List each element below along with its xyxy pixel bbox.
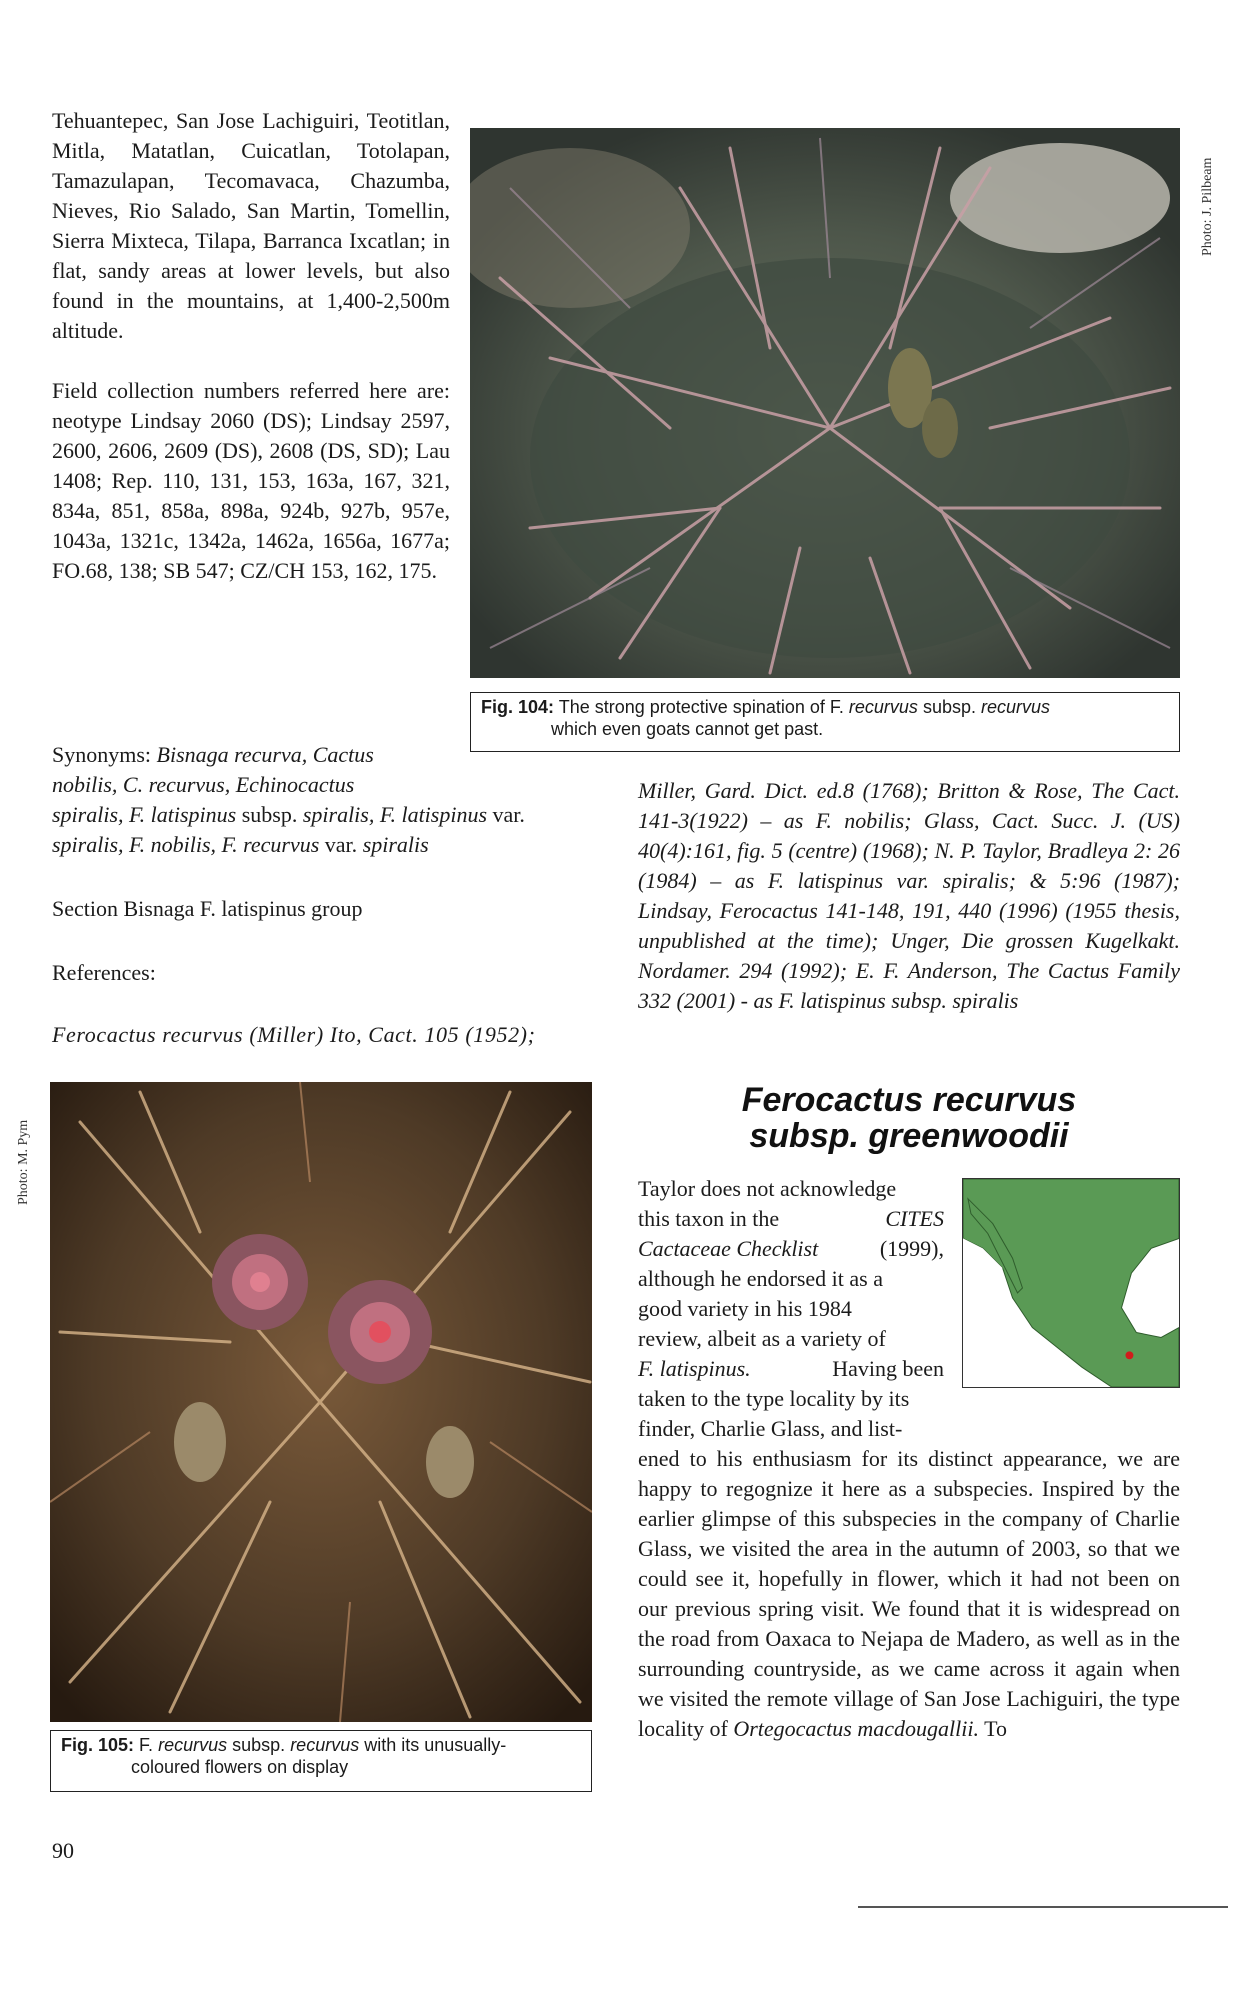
page-number: 90: [52, 1838, 74, 1863]
gw-line2: this taxon in the: [638, 1206, 780, 1231]
fig104-text-d: recurvus: [981, 697, 1051, 717]
reference-left: Ferocactus recurvus (Miller) Ito, Cact. 105 (1952);: [52, 1022, 536, 1047]
fig104-line2: which even goats cannot get past.: [551, 719, 824, 739]
gw-line3: (1999),: [879, 1236, 944, 1261]
locality-dot: [1125, 1351, 1133, 1359]
gw-line3-it: Cactaceae Checklist: [638, 1236, 819, 1261]
gw-line5: good variety in his 1984: [638, 1296, 852, 1321]
fig105-photo: [50, 1082, 592, 1722]
synonyms-line1: Bisnaga recurva, Cactus: [156, 742, 374, 767]
fig105-caption: [50, 1730, 592, 1792]
footer-rule: [858, 1906, 1228, 1908]
fig104-caption: [470, 692, 1180, 752]
fig104-credit: Photo: J. Pilbeam: [1200, 157, 1215, 256]
synonyms-line4a: spiralis, F. nobilis, F. recurvus: [52, 832, 320, 857]
gw-body-end: To: [984, 1716, 1007, 1741]
fig105-text-b: recurvus: [158, 1735, 228, 1755]
gw-line8: taken to the type locality by its: [638, 1386, 910, 1411]
fig105-label: Fig. 105:: [61, 1735, 135, 1755]
gw-line9: finder, Charlie Glass, and list-: [638, 1416, 903, 1441]
cactus-spines-image: [470, 128, 1180, 678]
references-label: References:: [52, 960, 156, 985]
fig104-text-a: The strong protective spination of F.: [558, 697, 844, 717]
fig105-line2: coloured flowers on display: [131, 1757, 349, 1777]
reference-right: Miller, Gard. Dict. ed.8 (1768); Britton & Rose, The Cact. 141-3(1922) – as F. nobilis; Glass, Cact. Succ. J. (US) 40(4):161, fig. 5 (centre) (1968); N. P. Taylor, Bradleya 2: 26 (1984) – as F. latispinus var. spiralis; & 5:96 (1987); Lindsay, Ferocactus 141-148, 191, 440 (1996) (1955 thesis, unpublished at the time); Unger, Die grossen Kugelkakt. Nordamer. 294 (1992); E. F. Anderson, The Cactus Family 332 (2001) - as F. latispinus subsp. spiralis: [638, 778, 1180, 1013]
synonyms-block: [52, 740, 592, 860]
section-line: Section Bisnaga F. latispinus group: [52, 896, 363, 921]
gw-line4: although he endorsed it as a: [638, 1266, 883, 1291]
section-title-line2: subsp. greenwoodii: [749, 1117, 1069, 1155]
gw-body-species: Ortegocactus macdougallii.: [733, 1716, 979, 1741]
synonyms-line3c: spiralis, F. latispinus: [302, 802, 488, 827]
left-top-text: [52, 106, 450, 616]
gw-line7: Having been: [832, 1356, 944, 1381]
synonyms-line4c: spiralis: [362, 832, 429, 857]
distribution-map: [962, 1178, 1180, 1388]
greenwoodii-text-wide: [638, 1444, 1180, 1744]
fig104-label: Fig. 104:: [481, 697, 555, 717]
fig105-text-e: with its unusually-: [364, 1735, 507, 1755]
synonyms-line3b: subsp.: [241, 802, 298, 827]
cactus-flowers-image: [50, 1082, 592, 1722]
field-numbers-paragraph: Field collection numbers referred here are: neotype Lindsay 2060 (DS); Lindsay 2597, 2600, 2606, 2609 (DS), 2608 (DS, SD); Lau 1408; Rep. 110, 131, 153, 163a, 167, 321, 834a, 851, 858a, 898a, 924b, 927b, 957e, 1043a, 1321c, 1342a, 1462a, 1656a, 1677a; FO.68, 138; SB 547; CZ/CH 153, 162, 175.: [52, 378, 450, 583]
gw-line1: Taylor does not acknowledge: [638, 1176, 897, 1201]
fig104-photo: [470, 128, 1180, 678]
fig105-text-d: recurvus: [290, 1735, 360, 1755]
gw-body: ened to his enthusiasm for its distinct appearance, we are happy to regognize it here as a subspecies. Inspired by the earlier glimpse of this subspecies in the company of Charlie Glass, we visited the area in the autumn of 2003, so that we could see it, hopefully in flower, which it had not been on our previous spring visit. We found that it is widespread on the road from Oaxaca to Nejapa de Madero, as well as in the surrounding countryside, as we came across it again when we visited the remote village of San Jose Lachiguiri, the type locality of: [638, 1446, 1180, 1741]
synonyms-label: Synonyms:: [52, 742, 152, 767]
fig105-text-a: F.: [139, 1735, 154, 1755]
synonyms-line3d: var.: [492, 802, 525, 827]
section-title: [638, 1082, 1180, 1154]
synonyms-line2: nobilis, C. recurvus, Echinocactus: [52, 772, 355, 797]
fig105-text-c: subsp.: [232, 1735, 286, 1755]
greenwoodii-text-narrow: [638, 1174, 944, 1444]
synonyms-line4b: var.: [324, 832, 358, 857]
gw-line6: review, albeit as a variety of: [638, 1326, 886, 1351]
fig104-text-b: recurvus: [848, 697, 918, 717]
fig105-credit: Photo: M. Pym: [16, 1119, 31, 1205]
synonyms-line3a: spiralis, F. latispinus: [52, 802, 237, 827]
fig104-text-c: subsp.: [922, 697, 976, 717]
gw-line7-it: F. latispinus.: [638, 1356, 751, 1381]
distribution-paragraph: Tehuantepec, San Jose Lachiguiri, Teotitlan, Mitla, Matatlan, Cuicatlan, Totolapan, Tamazulapan, Tecomavaca, Chazumba, Nieves, Rio Salado, San Martin, Tomellin, Sierra Mixteca, Tilapa, Barranca Ixcatlan; in flat, sandy areas at lower levels, but also found in the mountains, at 1,400-2,500m altitude.: [52, 108, 450, 343]
section-title-line1: Ferocactus recurvus: [741, 1081, 1077, 1119]
gw-line2-it: CITES: [885, 1206, 944, 1231]
mexico-map-image: [963, 1179, 1179, 1387]
